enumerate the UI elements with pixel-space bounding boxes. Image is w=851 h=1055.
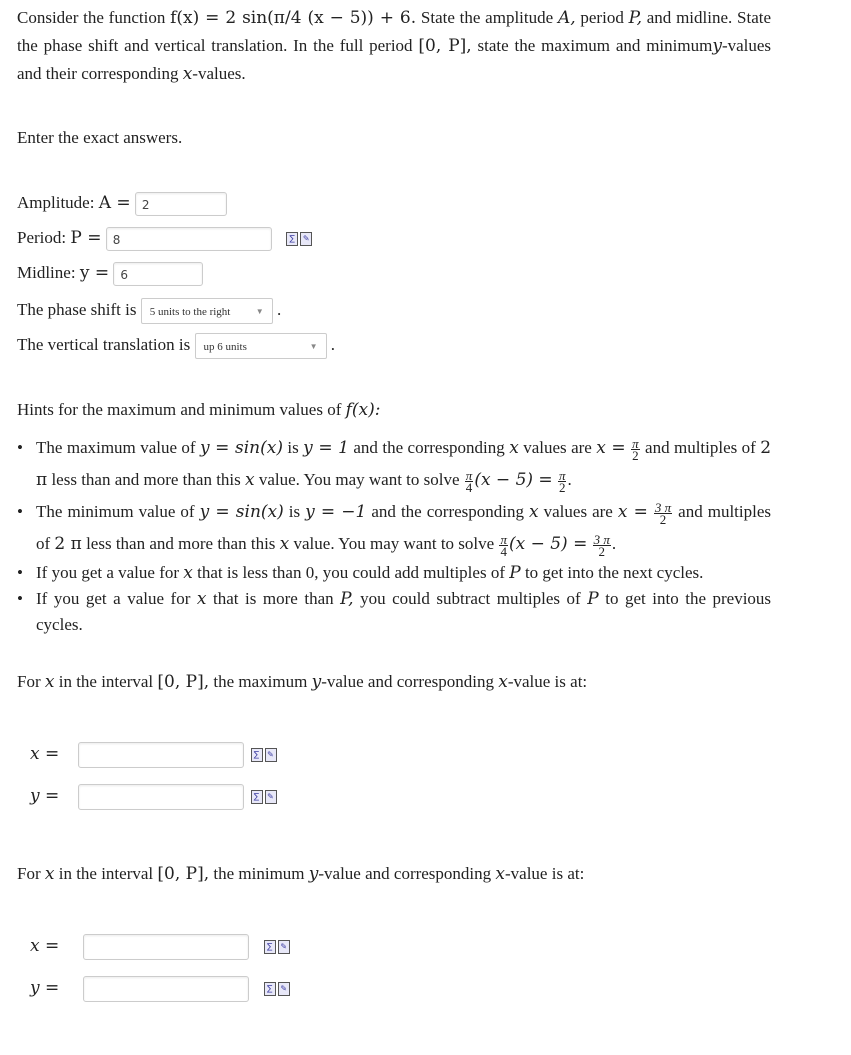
equation-editor-icon[interactable]: ∑ <box>264 940 276 954</box>
period-math: P = <box>70 227 102 248</box>
hint-less-than-zero: • If you get a value for x that is less than 0, you could add multiples of P to get into the next cycles. <box>0 560 771 586</box>
max-x-label: x = <box>30 743 60 764</box>
vertical-translation-select[interactable] <box>195 333 327 359</box>
max-y-label: y = <box>30 785 60 806</box>
amplitude-row <box>17 192 227 216</box>
instruction: Enter the exact answers. <box>17 128 183 147</box>
midline-row <box>17 262 203 286</box>
hints-list <box>0 432 771 638</box>
intro-text-e: state the maximum and minimum <box>477 36 713 55</box>
phase-shift-select[interactable] <box>141 298 273 324</box>
hint-minimum: • The minimum value of y = sin(x) is y = −1 and the corresponding x values are x = $\frac{3 \pi}{2}$ and multiples of 2 π less than and more than this x value. You may want to solve $\frac{\pi}{4}$ (x − 5) = $\frac{3 \pi}{2}$ . <box>0 496 771 560</box>
chevron-down-icon: ▼ <box>309 342 318 351</box>
y-symbol: y <box>712 36 722 56</box>
period-row <box>17 227 312 251</box>
min-y-row <box>30 976 290 1002</box>
hints-title-fx: f(x): <box>345 400 381 420</box>
max-section-text: For x in the interval [0, P], the maximum y-value and corresponding x-value is at: <box>17 672 588 692</box>
intro-text-d: and midline. State the phase shift and vertical translation. In the full period <box>17 8 772 55</box>
max-y-row <box>30 784 277 810</box>
hints-title <box>17 400 381 420</box>
max-x-row <box>30 742 277 768</box>
min-section-text: For x in the interval [0, P], the minimum y-value and corresponding x-value is at: <box>17 864 585 884</box>
max-x-input[interactable] <box>78 742 244 768</box>
vertical-translation-value: up 6 units <box>203 341 247 353</box>
phase-shift-value: 5 units to the right <box>149 306 231 318</box>
preview-icon[interactable]: ✎ <box>265 790 277 804</box>
phase-period: . <box>276 299 282 319</box>
period-label: Period: <box>17 227 67 247</box>
vertical-translation-label: The vertical translation is <box>17 334 191 354</box>
phase-shift-label: The phase shift is <box>17 299 137 319</box>
phase-shift-row <box>17 298 281 324</box>
amplitude-label: Amplitude: <box>17 192 95 212</box>
min-y-label: y = <box>30 977 60 998</box>
vertical-translation-row <box>17 333 335 359</box>
function-expression: f(x) = 2 sin(π/4 (x − 5)) + 6. <box>170 8 417 28</box>
preview-icon[interactable]: ✎ <box>300 232 312 246</box>
min-x-label: x = <box>30 935 60 956</box>
hint-more-than-p: • If you get a value for x that is more than P, you could subtract multiples of P to get into the previous cycles. <box>0 586 771 638</box>
equation-editor-icon[interactable]: ∑ <box>264 982 276 996</box>
equation-editor-icon[interactable]: ∑ <box>251 748 263 762</box>
period-symbol: P, <box>628 8 642 28</box>
intro-text-f: -values and their corresponding <box>17 36 772 83</box>
x-symbol: x <box>182 64 193 84</box>
intro-text-b: State the amplitude <box>420 8 554 27</box>
hint-maximum: • The maximum value of y = sin(x) is y = 1 and the corresponding x values are x = $\frac{\pi}{2}$ and multiples of 2 π less than and more than this x value. You may want to solve $\frac{\pi}{4}$ (x − 5) = $\frac{\pi}{2}$ . <box>0 432 771 496</box>
intro-text-c: period <box>580 8 624 27</box>
amplitude-math: A = <box>98 192 131 213</box>
max-y-input[interactable] <box>78 784 244 810</box>
midline-label: Midline: <box>17 262 76 282</box>
interval: [0, P], <box>418 36 472 56</box>
chevron-down-icon: ▼ <box>255 307 264 316</box>
period-input[interactable]: 8 <box>106 227 272 251</box>
amplitude-symbol: A, <box>557 8 576 28</box>
intro-text-g: -values. <box>192 64 246 83</box>
intro-text: Consider the function <box>17 8 166 27</box>
min-x-input[interactable] <box>83 934 249 960</box>
min-y-input[interactable] <box>83 976 249 1002</box>
hints-title-text: Hints for the maximum and minimum values of <box>17 400 342 419</box>
question-text <box>17 4 771 88</box>
midline-input[interactable]: 6 <box>113 262 203 286</box>
equation-editor-icon[interactable]: ∑ <box>251 790 263 804</box>
min-x-row <box>30 934 290 960</box>
preview-icon[interactable]: ✎ <box>278 982 290 996</box>
midline-math: y = <box>79 262 110 283</box>
equation-editor-icon[interactable]: ∑ <box>286 232 298 246</box>
preview-icon[interactable]: ✎ <box>278 940 290 954</box>
amplitude-input[interactable]: 2 <box>135 192 227 216</box>
vertical-period: . <box>330 334 335 354</box>
preview-icon[interactable]: ✎ <box>265 748 277 762</box>
